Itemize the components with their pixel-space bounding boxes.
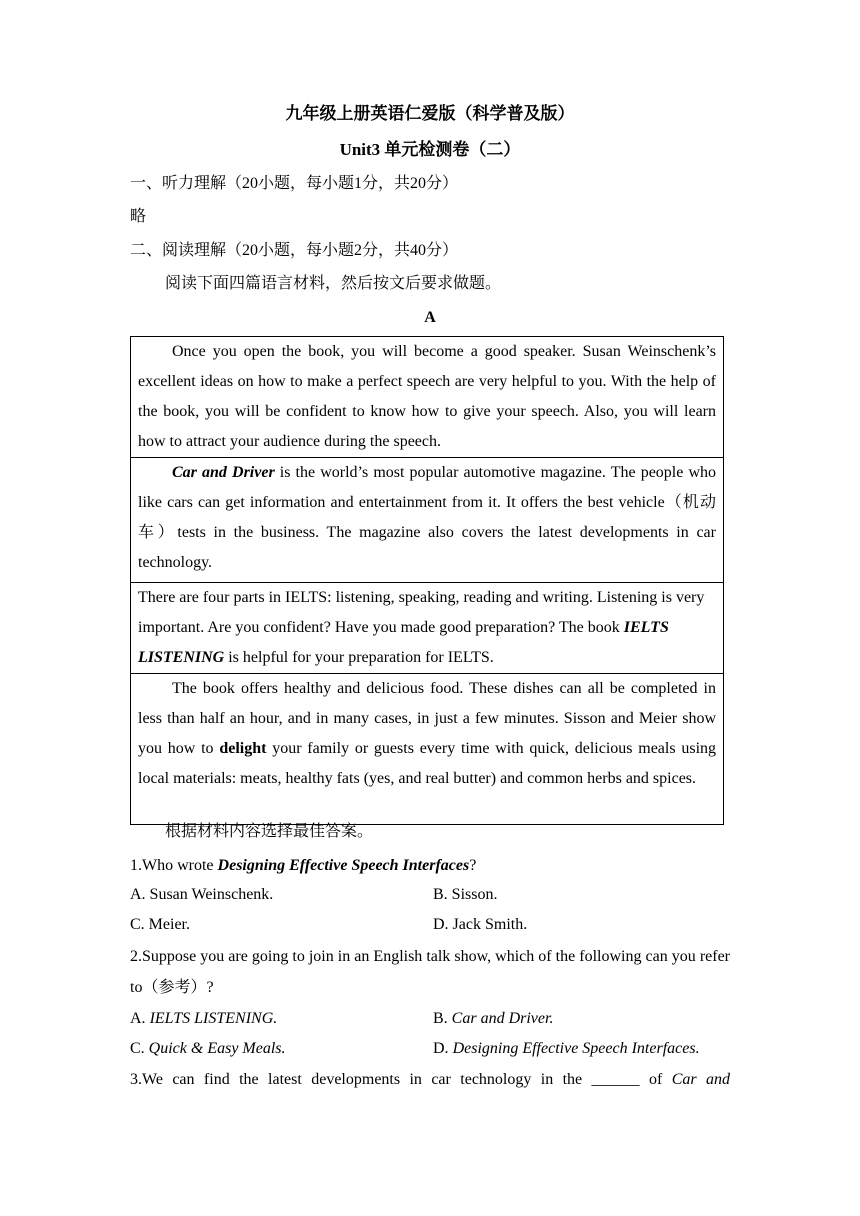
q1-option-c[interactable]: C. Meier. [130,916,190,933]
magazine-title: Car and Driver [172,464,275,481]
q2-option-a-letter: A. [130,1010,150,1027]
passage-cell-4-text-b: your family or guests every time with quick, delicious meals using local materials: meats, healthy fats (yes, and real butter) and common herbs and spices. [138,740,717,787]
passage-cell-4 [131,674,724,825]
q2-option-b[interactable] [433,1010,553,1028]
listening-heading: 一、听力理解（20小题，每小题1分，共20分） [130,175,459,192]
q1-option-b[interactable]: B. Sisson. [433,886,498,903]
q2-option-c[interactable] [130,1040,286,1058]
document-subtitle: Unit3 单元检测卷（二） [339,140,521,159]
reading-instruction: 阅读下面四篇语言材料，然后按文后要求做题。 [165,275,502,292]
question-1-prefix: 1.Who wrote [130,857,218,874]
question-1-suffix: ? [469,857,477,874]
q1-option-a[interactable]: A. Susan Weinschenk. [130,886,274,903]
passage-cell-1: Once you open the book, you will become a good speaker. Susan Weinschenk’s excellent ideas on how to make a perfect speech are very helpful to you. With the help of the book, you will be confident to know how to give your speech. Also, you will learn how to attract your audience during the speech. [131,337,724,458]
passage-label: A [424,309,436,326]
question-2: 2.Suppose you are going to join in an English talk show, which of the following can you refer to（参考）? [130,948,730,996]
q2-option-b-letter: B. [433,1010,452,1027]
reading-heading: 二、阅读理解（20小题，每小题2分，共40分） [130,242,459,259]
q2-option-a[interactable] [130,1010,277,1028]
q2-option-c-letter: C. [130,1040,149,1057]
question-1-book-title: Designing Effective Speech Interfaces [217,857,470,874]
q1-option-d[interactable]: D. Jack Smith. [433,916,528,933]
q2-option-a-text: IELTS LISTENING. [149,1010,278,1027]
task-instruction: 根据材料内容选择最佳答案。 [165,823,374,840]
ielts-book-title: IELTS LISTENING [138,619,669,666]
q2-option-d-text: Designing Effective Speech Interfaces. [452,1040,700,1057]
passage-cell-3 [131,583,724,674]
passage-cell-3-text-a: There are four parts in IELTS: listening, speaking, reading and writing. Listening is very important. Are you confident? Have you made good preparation? The book [138,589,705,636]
document-title: 九年级上册英语仁爱版（科学普及版） [285,104,575,123]
question-3-text: 3.We can find the latest developments in car technology in the ______ of [130,1071,672,1088]
passage-cell-2 [131,458,724,583]
passage-cell-4-text-a: The book offers healthy and delicious food. These dishes can all be completed in less than half an hour, and in many cases, in just a few minutes. Sisson and Meier show you how to [138,680,716,757]
passage-cell-2-text: is the world’s most popular automotive magazine. The people who like cars can get information and entertainment from it. It offers the best vehicle（机动车）tests in the business. The magazine also covers the latest developments in car technology. [138,464,717,571]
bold-word-delight: delight [219,740,267,757]
q2-option-d-letter: D. [433,1040,453,1057]
q2-option-d[interactable] [433,1040,700,1058]
question-3-italic: Car and [671,1071,731,1088]
passage-table [130,336,724,825]
q2-option-c-text: Quick & Easy Meals. [148,1040,286,1057]
question-1 [130,856,476,876]
passage-cell-3-text-b: is helpful for your preparation for IELTS. [224,649,494,666]
q2-option-b-text: Car and Driver. [451,1010,554,1027]
question-3 [130,1070,730,1090]
listening-note: 略 [130,208,147,225]
